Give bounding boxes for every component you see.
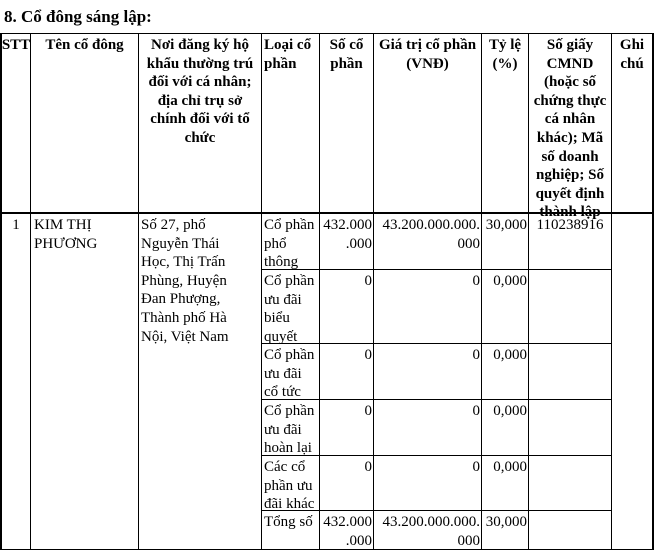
row-share-type: Các cổ phần ưu đãi khác bbox=[264, 459, 315, 513]
header-note: Ghi chú bbox=[619, 37, 645, 72]
header-share-type: Loại cổ phần bbox=[264, 37, 312, 72]
shareholder-id-doc: 110238916 bbox=[536, 217, 604, 233]
row-share-count: 0 bbox=[364, 347, 372, 363]
row-ratio: 0,000 bbox=[493, 273, 527, 289]
row-share-type: Cổ phần ưu đãi biểu quyết bbox=[264, 273, 315, 345]
row-ratio: 30,000 bbox=[485, 217, 527, 233]
row-ratio: 0,000 bbox=[493, 459, 527, 475]
shareholder-address: Số 27, phố Nguyễn Thái Học, Thị Trấn Phùng, Huyện Đan Phượng, Thành phố Hà Nội, Việt Nam bbox=[141, 217, 229, 345]
header-ratio: Tỷ lệ (%) bbox=[488, 37, 522, 72]
row-share-value: 0 bbox=[472, 273, 480, 289]
total-share-count: 432.000 .000 bbox=[323, 514, 372, 549]
row-share-type: Cổ phần ưu đãi cổ tức bbox=[264, 347, 315, 401]
total-ratio: 30,000 bbox=[485, 514, 527, 530]
total-label: Tổng số bbox=[264, 514, 313, 530]
row-share-value: 0 bbox=[472, 459, 480, 475]
col-divider bbox=[611, 33, 612, 550]
row-ratio: 0,000 bbox=[493, 403, 527, 419]
row-share-count: 432.000 .000 bbox=[323, 217, 372, 252]
shareholder-stt: 1 bbox=[12, 217, 20, 233]
col-divider bbox=[0, 33, 2, 550]
header-share-count: Số cổ phần bbox=[329, 37, 364, 72]
row-share-type: Cổ phần ưu đãi hoàn lại bbox=[264, 403, 315, 457]
row-share-value: 0 bbox=[472, 403, 480, 419]
row-share-count: 0 bbox=[364, 273, 372, 289]
row-share-value: 43.200.000.000. 000 bbox=[382, 217, 480, 252]
header-share-value: Giá trị cổ phần (VNĐ) bbox=[378, 37, 477, 72]
row-share-count: 0 bbox=[364, 459, 372, 475]
col-divider bbox=[30, 33, 31, 550]
header-id-doc: Số giấy CMND (hoặc số chứng thực cá nhân khác); Mã số doanh nghiệp; Số quyết định thành lập bbox=[533, 37, 607, 221]
total-share-value: 43.200.000.000. 000 bbox=[382, 514, 480, 549]
row-ratio: 0,000 bbox=[493, 347, 527, 363]
row-share-value: 0 bbox=[472, 347, 480, 363]
shareholder-name: KIM THỊ PHƯƠNG bbox=[34, 217, 98, 252]
row-share-count: 0 bbox=[364, 403, 372, 419]
header-stt: STT bbox=[1, 37, 31, 53]
col-divider bbox=[261, 33, 262, 550]
header-address: Nơi đăng ký hộ khẩu thường trú đối với cá nhân; địa chỉ trụ sở chính đối với tổ chức bbox=[146, 37, 254, 146]
row-share-type: Cổ phần phổ thông bbox=[264, 217, 315, 271]
table-border-top bbox=[0, 33, 654, 34]
header-name: Tên cổ đông bbox=[45, 37, 124, 53]
section-title: 8. Cổ đông sáng lập: bbox=[4, 7, 152, 26]
